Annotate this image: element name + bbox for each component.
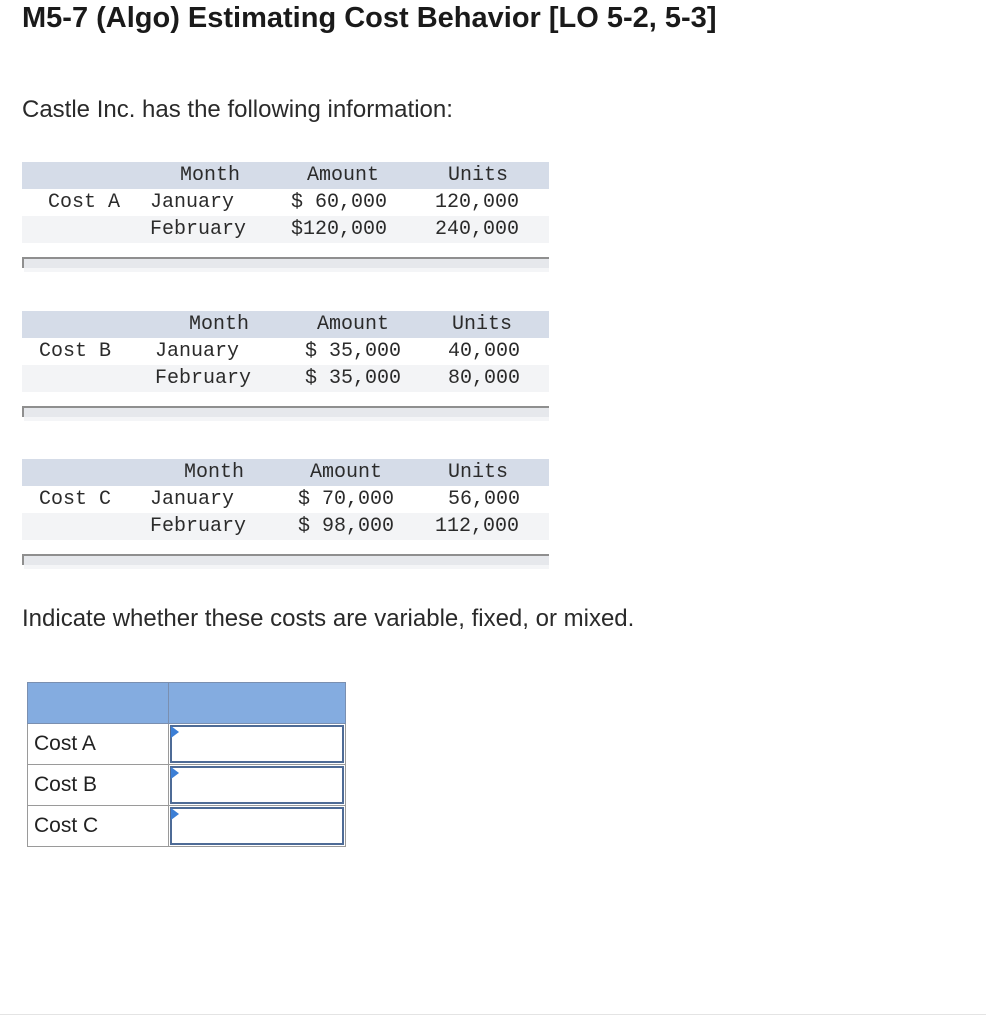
amount-header: Amount bbox=[317, 313, 390, 336]
units-cell: 240,000 bbox=[435, 218, 520, 241]
dropdown-indicator-icon bbox=[171, 726, 179, 738]
amount-header: Amount bbox=[310, 461, 383, 484]
table-row bbox=[22, 486, 549, 513]
month-cell: February bbox=[150, 515, 247, 538]
month-cell: February bbox=[155, 367, 252, 390]
month-cell: February bbox=[150, 218, 247, 241]
table-header-row bbox=[22, 311, 549, 338]
cost-label: Cost A bbox=[48, 191, 121, 214]
table-header-row bbox=[22, 162, 549, 189]
units-header: Units bbox=[448, 461, 509, 484]
cost-label: Cost B bbox=[39, 340, 112, 363]
amount-header: Amount bbox=[307, 164, 380, 187]
cost-a-select[interactable] bbox=[170, 725, 344, 763]
instruction-text: Indicate whether these costs are variable, fixed, or mixed. bbox=[22, 605, 635, 632]
table-scrollbar[interactable] bbox=[22, 257, 549, 268]
answer-row-label: Cost B bbox=[28, 765, 169, 806]
amount-cell: $ 60,000 bbox=[291, 191, 388, 214]
cost-c-dropdown[interactable] bbox=[169, 806, 346, 847]
intro-text: Castle Inc. has the following information: bbox=[22, 96, 453, 123]
amount-cell: $120,000 bbox=[291, 218, 388, 241]
answer-header-row bbox=[28, 683, 346, 724]
table-scrollbar[interactable] bbox=[22, 406, 549, 417]
table-row bbox=[22, 189, 549, 216]
month-cell: January bbox=[150, 191, 235, 214]
table-header-row bbox=[22, 459, 549, 486]
month-header: Month bbox=[189, 313, 250, 336]
month-cell: January bbox=[155, 340, 240, 363]
amount-cell: $ 35,000 bbox=[305, 367, 402, 390]
page-divider bbox=[0, 1014, 986, 1015]
amount-cell: $ 70,000 bbox=[298, 488, 395, 511]
cost-c-select[interactable] bbox=[170, 807, 344, 845]
answer-row-label: Cost A bbox=[28, 724, 169, 765]
units-cell: 40,000 bbox=[448, 340, 521, 363]
cost-b-table bbox=[22, 311, 549, 417]
units-cell: 56,000 bbox=[448, 488, 521, 511]
cost-b-select[interactable] bbox=[170, 766, 344, 804]
answer-header-value bbox=[169, 683, 346, 724]
answer-table bbox=[27, 682, 346, 847]
amount-cell: $ 35,000 bbox=[305, 340, 402, 363]
units-cell: 80,000 bbox=[448, 367, 521, 390]
table-row bbox=[28, 806, 346, 847]
cost-a-dropdown[interactable] bbox=[169, 724, 346, 765]
amount-cell: $ 98,000 bbox=[298, 515, 395, 538]
dropdown-indicator-icon bbox=[171, 767, 179, 779]
cost-b-dropdown[interactable] bbox=[169, 765, 346, 806]
units-cell: 112,000 bbox=[435, 515, 520, 538]
units-header: Units bbox=[448, 164, 509, 187]
cost-c-table bbox=[22, 459, 549, 565]
units-cell: 120,000 bbox=[435, 191, 520, 214]
table-row bbox=[28, 724, 346, 765]
answer-row-label: Cost C bbox=[28, 806, 169, 847]
answer-header-label bbox=[28, 683, 169, 724]
table-row bbox=[28, 765, 346, 806]
month-cell: January bbox=[150, 488, 235, 511]
table-row bbox=[22, 513, 549, 540]
units-header: Units bbox=[452, 313, 513, 336]
cost-label: Cost C bbox=[39, 488, 112, 511]
page-title: M5-7 (Algo) Estimating Cost Behavior [LO 5-2, 5-3] bbox=[22, 2, 717, 34]
month-header: Month bbox=[184, 461, 245, 484]
table-row bbox=[22, 216, 549, 243]
table-scrollbar[interactable] bbox=[22, 554, 549, 565]
table-row bbox=[22, 338, 549, 365]
month-header: Month bbox=[180, 164, 241, 187]
table-row bbox=[22, 365, 549, 392]
cost-a-table bbox=[22, 162, 549, 268]
dropdown-indicator-icon bbox=[171, 808, 179, 820]
